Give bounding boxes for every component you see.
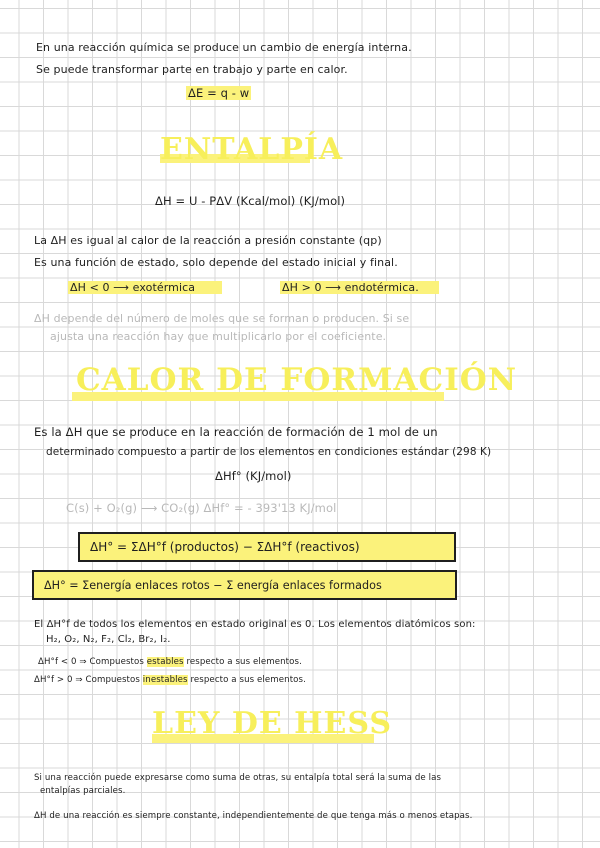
formula-box-formation-enthalpies xyxy=(78,532,456,562)
entalpia-line-1: La ΔH es igual al calor de la reacción a presión constante (qp) xyxy=(34,234,382,247)
formacion-title: CALOR DE FORMACIÓN xyxy=(76,362,518,398)
hess-line-3: ΔH de una reacción es siempre constante, independientemente de que tenga más o menos etapas. xyxy=(34,811,473,821)
hess-line-1: Si una reacción puede expresarse como suma de otras, su entalpía total será la suma de las xyxy=(34,773,442,783)
entalpia-title: ENTALPÍA xyxy=(160,132,344,167)
hess-title: LEY DE HESS xyxy=(152,706,393,741)
unstable-prefix: ΔH°f > 0 ⇒ Compuestos xyxy=(34,675,143,685)
unstable-word: inestables xyxy=(142,675,188,685)
intro-line-1: En una reacción química se produce un cambio de energía interna. xyxy=(36,41,412,54)
unstable-suffix: respecto a sus elementos. xyxy=(187,675,306,685)
entalpia-line-2: Es una función de estado, solo depende del estado inicial y final. xyxy=(34,256,398,269)
hess-line-2: entalpías parciales. xyxy=(40,786,126,796)
endothermic-label: ΔH > 0 ⟶ endotérmica. xyxy=(280,281,439,294)
elements-line-1: El ΔH°f de todos los elementos en estado original es 0. Los elementos diatómicos son: xyxy=(34,619,476,630)
formacion-line-2: determinado compuesto a partir de los elementos en condiciones estándar (298 K) xyxy=(46,446,492,458)
stable-prefix: ΔH°f < 0 ⇒ Compuestos xyxy=(38,657,147,667)
formula-box-bond-text: ΔH° = Σenergía enlaces rotos − Σ energía enlaces formados xyxy=(44,578,382,592)
formacion-line-1: Es la ΔH que se produce en la reacción de formación de 1 mol de un xyxy=(34,425,438,439)
stable-compounds-line xyxy=(38,657,302,667)
exothermic-label: ΔH < 0 ⟶ exotérmica xyxy=(68,281,222,294)
stable-suffix: respecto a sus elementos. xyxy=(183,657,302,667)
formation-enthalpy-unit: ΔHf° (KJ/mol) xyxy=(215,469,292,483)
intro-line-2: Se puede transformar parte en trabajo y parte en calor. xyxy=(36,63,348,76)
internal-energy-formula: ΔE = q - w xyxy=(188,86,250,100)
entalpia-note-1: ΔH depende del número de moles que se forman o producen. Si se xyxy=(34,312,410,325)
stable-word: estables xyxy=(146,657,184,667)
formation-example: C(s) + O₂(g) ⟶ CO₂(g) ΔHf° = - 393'13 KJ/mol xyxy=(66,501,337,515)
formula-box-bond-energies xyxy=(32,570,457,600)
formula-box-formation-text: ΔH° = ΣΔH°f (productos) − ΣΔH°f (reactivos) xyxy=(90,540,360,554)
unstable-compounds-line xyxy=(34,675,306,685)
entalpia-formula: ΔH = U - PΔV (Kcal/mol) (KJ/mol) xyxy=(155,194,346,208)
entalpia-note-2: ajusta una reacción hay que multiplicarlo por el coeficiente. xyxy=(50,330,387,343)
diatomic-elements: H₂, O₂, N₂, F₂, Cl₂, Br₂, I₂. xyxy=(46,634,171,645)
